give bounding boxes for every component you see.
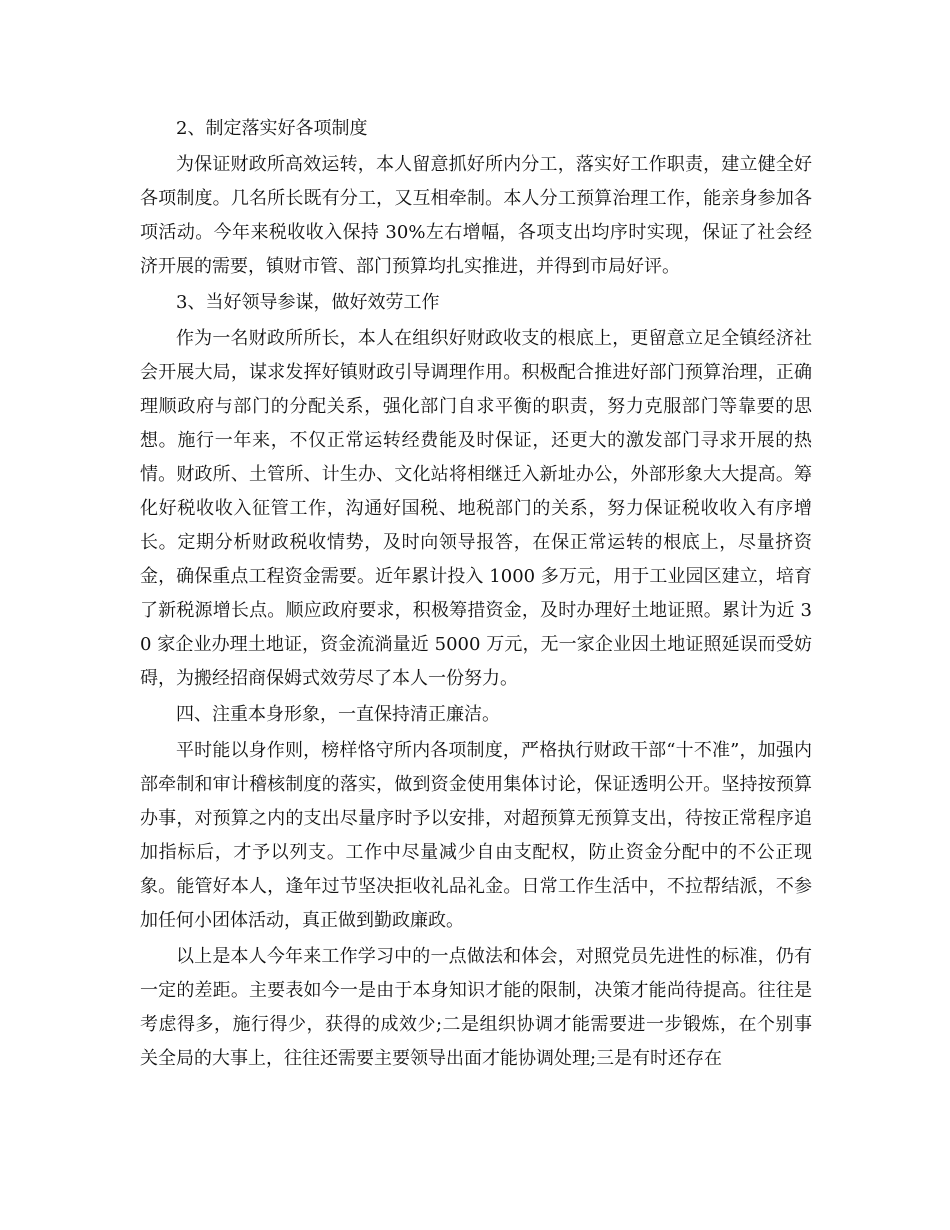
document-body [140, 112, 812, 1078]
paragraph-institution-rules: 为保证财政所高效运转，本人留意抓好所内分工，落实好工作职责，建立健全好各项制度。几名所长既有分工，又互相牵制。本人分工预算治理工作，能亲身参加各项活动。今年来税收收入保持 30%左右增幅，各项支出均序时实现，保证了社会经济开展的需要，镇财市管、部门预算均扎实推进，并得到市局好评。 [140, 154, 812, 277]
paragraph-summary-shortcomings: 以上是本人今年来工作学习中的一点做法和体会，对照党员先进性的标准，仍有一定的差距。主要表如今一是由于本身知识才能的限制，决策才能尚待提高。往往是考虑得多，施行得少，获得的成效少;二是组织协调才能需要进一步锻炼，在个别事关全局的大事上，往往还需要主要领导出面才能协调处理;三是有时还存在 [140, 946, 812, 1069]
section-heading-2: 2、制定落实好各项制度 [176, 118, 368, 139]
section-heading-3: 3、当好领导参谋，做好效劳工作 [176, 292, 440, 313]
section-heading-4: 四、注重本身形象，一直保持清正廉洁。 [176, 704, 500, 725]
paragraph-integrity: 平时能以身作则，榜样恪守所内各项制度，严格执行财政干部“十不准”，加强内部牵制和审计稽核制度的落实，做到资金使用集体讨论，保证透明公开。坚持按预算办事，对预算之内的支出尽量序时予以安排，对超预算无预算支出，待按正常程序追加指标后，才予以列支。工作中尽量减少自由支配权，防止资金分配中的不公正现象。能管好本人，逢年过节坚决拒收礼品礼金。日常工作生活中，不拉帮结派，不参加任何小团体活动，真正做到勤政廉政。 [140, 740, 812, 931]
paragraph-leadership-service: 作为一名财政所所长，本人在组织好财政收支的根底上，更留意立足全镇经济社会开展大局，谋求发挥好镇财政引导调理作用。积极配合推进好部门预算治理，正确理顺政府与部门的分配关系，强化部门自求平衡的职责，努力克服部门等靠要的思想。施行一年来，不仅正常运转经费能及时保证，还更大的激发部门寻求开展的热情。财政所、土管所、计生办、文化站将相继迁入新址办公，外部形象大大提高。筹化好税收收入征管工作，沟通好国税、地税部门的关系，努力保证税收收入有序增长。定期分析财政税收情势，及时向领导报答，在保正常运转的根底上，尽量挤资金，确保重点工程资金需要。近年累计投入 1000 多万元，用于工业园区建立，培育了新税源增长点。顺应政府要求，积极筹措资金，及时办理好土地证照。累计为近 30 家企业办理土地证，资金流淌量近 5000 万元，无一家企业因土地证照延误而受妨碍，为搬经招商保姆式效劳尽了本人一份努力。 [140, 328, 812, 689]
